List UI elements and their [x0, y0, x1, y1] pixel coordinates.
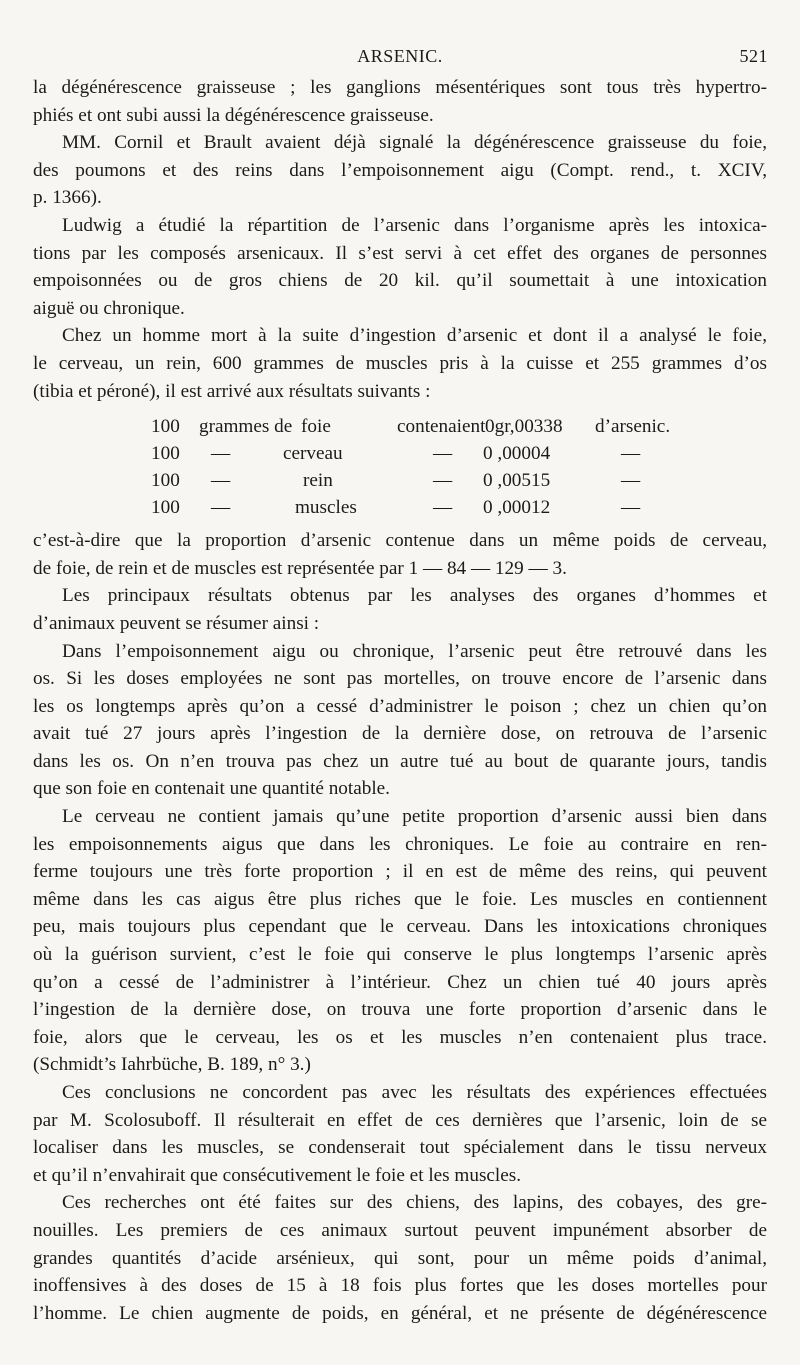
unit-cell: — [211, 443, 231, 465]
value-cell: 0 ,00515 [483, 470, 551, 492]
text-line: qu’on a cessé de l’administrer à l’intérieur. Chez un chien tué 40 jours après [33, 971, 767, 993]
qty-cell: 100 [151, 470, 180, 492]
verb-cell: — [433, 470, 453, 492]
tail-cell: d’arsenic. [595, 416, 671, 438]
text-line: os. Si les doses employées ne sont pas mortelles, on trouve encore de l’arsenic dans [33, 668, 767, 690]
text-line: (tibia et péroné), il est arrivé aux résultats suivants : [33, 380, 431, 402]
running-header [32, 46, 768, 76]
text-line: des poumons et des reins dans l’empoisonnement aigu (Compt. rend., t. XCIV, [33, 159, 767, 181]
verb-cell: — [433, 443, 453, 465]
results-table [33, 413, 767, 521]
text-line: tions par les composés arsenicaux. Il s’est servi à cet effet des organes de personnes [33, 242, 767, 264]
text-line: Chez un homme mort à la suite d’ingestion d’arsenic et dont il a analysé le foie, [62, 325, 767, 347]
verb-cell: contenaient [397, 416, 486, 438]
body-text [33, 74, 767, 1327]
text-line: Ludwig a étudié la répartition de l’arsenic dans l’organisme après les intoxica- [62, 214, 767, 236]
running-title: ARSENIC. [357, 46, 443, 66]
tail-cell: — [621, 443, 641, 465]
tail-cell: — [621, 497, 641, 519]
qty-cell: 100 [151, 416, 180, 438]
table-row [33, 494, 767, 521]
text-line: Dans l’empoisonnement aigu ou chronique, l’arsenic peut être retrouvé dans les [62, 640, 767, 662]
unit-cell: — [211, 470, 231, 492]
text-line: que son foie en contenait une quantité notable. [33, 778, 390, 800]
tail-cell: — [621, 470, 641, 492]
qty-cell: 100 [151, 497, 180, 519]
text-line: avait tué 27 jours après l’ingestion de la dernière dose, on retrouva de l’arsenic [33, 723, 767, 745]
text-line: empoisonnées ou de gros chiens de 20 kil. qu’il soumettait à une intoxication [33, 270, 767, 292]
organ-cell: cerveau [283, 443, 343, 465]
text-line: peu, mais toujours plus cependant que le cerveau. Dans les intoxications chroniques [33, 916, 767, 938]
text-line: inoffensives à des doses de 15 à 18 fois plus fortes que les doses mortelles pour [33, 1275, 767, 1297]
table-row [33, 440, 767, 467]
text-line: les empoisonnements aigus que dans les chroniques. Le foie au contraire en ren- [33, 833, 767, 855]
qty-cell: 100 [151, 443, 180, 465]
text-line: la dégénérescence graisseuse ; les ganglions mésentériques sont tous très hypertro- [33, 77, 767, 98]
text-line: l’ingestion de la dernière dose, on trouva une forte proportion d’arsenic dans le [33, 999, 767, 1021]
text-line: Ces conclusions ne concordent pas avec les résultats des expériences effectuées [62, 1082, 767, 1103]
value-cell: 0gr,00338 [485, 416, 563, 438]
text-line: ferme toujours une très forte proportion ; il en est de même des reins, qui peuvent [33, 861, 767, 883]
text-line: (Schmidt’s Iahrbüche, B. 189, n° 3.) [33, 1054, 311, 1076]
text-line: d’animaux peuvent se résumer ainsi : [33, 612, 320, 634]
text-line: le cerveau, un rein, 600 grammes de muscles pris à la cuisse et 255 grammes d’os [33, 352, 767, 374]
text-line: même dans les cas aigus être plus riches que le foie. Les muscles en contiennent [33, 888, 767, 910]
text-line: de foie, de rein et de muscles est représentée par 1 — 84 — 129 — 3. [33, 557, 567, 579]
table-row [33, 467, 767, 494]
text-line: et qu’il n’envahirait que consécutivement le foie et les muscles. [33, 1164, 522, 1186]
text-line: localiser dans les muscles, se condenserait tout spécialement dans le tissu nerveux [33, 1137, 767, 1159]
text-line: nouilles. Les premiers de ces animaux surtout peuvent impunément absorber de [33, 1219, 767, 1241]
organ-cell: muscles [295, 497, 357, 519]
text-line: c’est-à-dire que la proportion d’arsenic contenue dans un même poids de cerveau, [33, 530, 767, 552]
text-line: l’homme. Le chien augmente de poids, en général, et ne présente de dégénérescence [33, 1302, 767, 1324]
text-line: phiés et ont subi aussi la dégénérescence graisseuse. [33, 104, 434, 126]
table-row [33, 413, 767, 440]
text-line: dans les os. On n’en trouva pas chez un autre tué au bout de quarante jours, tandis [33, 750, 767, 772]
page-number: 521 [739, 46, 768, 66]
text-line: Ces recherches ont été faites sur des chiens, des lapins, des cobayes, des gre- [62, 1192, 767, 1214]
unit-cell: grammes de [199, 416, 293, 438]
organ-cell: foie [301, 416, 331, 438]
text-line: grandes quantités d’acide arsénieux, qui sont, pour un même poids d’animal, [33, 1247, 767, 1269]
organ-cell: rein [303, 470, 333, 492]
value-cell: 0 ,00012 [483, 497, 551, 519]
text-line: où la guérison survient, c’est le foie qui conserve le plus longtemps l’arsenic après [33, 944, 767, 966]
text-line: les os longtemps après qu’on a cessé d’administrer le poison ; chez un chien qu’on [33, 695, 767, 717]
text-line: par M. Scolosuboff. Il résulterait en effet de ces dernières que l’arsenic, loin de se [33, 1109, 767, 1131]
verb-cell: — [433, 497, 453, 519]
text-line: MM. Cornil et Brault avaient déjà signalé la dégénérescence graisseuse du foie, [62, 132, 767, 154]
text-line: p. 1366). [33, 187, 102, 209]
text-line: foie, alors que le cerveau, les os et les muscles n’en contenaient plus trace. [33, 1026, 767, 1048]
unit-cell: — [211, 497, 231, 519]
text-line: aiguë ou chronique. [33, 297, 185, 319]
value-cell: 0 ,00004 [483, 443, 551, 465]
text-line: Le cerveau ne contient jamais qu’une petite proportion d’arsenic aussi bien dans [62, 806, 767, 828]
text-line: Les principaux résultats obtenus par les analyses des organes d’hommes et [62, 585, 767, 607]
